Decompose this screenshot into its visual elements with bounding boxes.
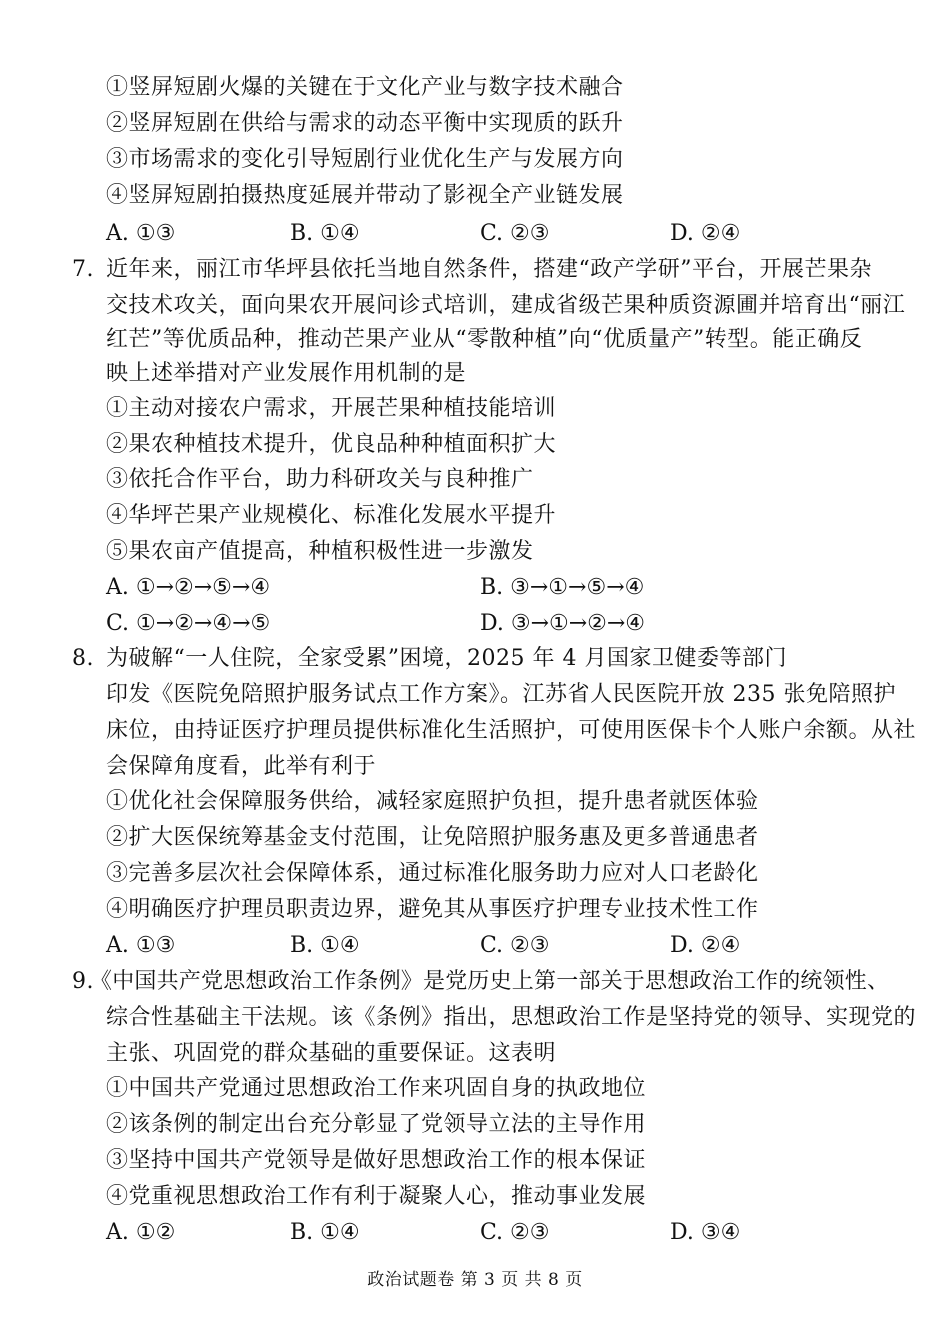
q7-option-a: A. ①→②→⑤→④ xyxy=(106,575,271,600)
q7-stem-line-3: 红芒”等优质品种，推动芒果产业从“零散种植”向“优质量产”转型。能正确反 xyxy=(106,327,863,352)
q9-stem-line-3: 主张、巩固党的群众基础的重要保证。这表明 xyxy=(106,1041,557,1066)
q8-statement-3: ③完善多层次社会保障体系，通过标准化服务助力应对人口老龄化 xyxy=(106,861,759,886)
q9-option-b: B. ①④ xyxy=(290,1220,360,1245)
q7-statement-3: ③依托合作平台，助力科研攻关与良种推广 xyxy=(106,467,534,492)
q9-statement-3: ③坚持中国共产党领导是做好思想政治工作的根本保证 xyxy=(106,1148,647,1173)
q7-statement-4: ④华坪芒果产业规模化、标准化发展水平提升 xyxy=(106,503,557,528)
q9-number: 9. xyxy=(72,969,94,994)
q6-statement-3: ③市场需求的变化引导短剧行业优化生产与发展方向 xyxy=(106,147,624,172)
q9-statement-2: ②该条例的制定出台充分彰显了党领导立法的主导作用 xyxy=(106,1112,647,1137)
q7-statement-5: ⑤果农亩产值提高，种植积极性进一步激发 xyxy=(106,539,534,564)
q6-option-c: C. ②③ xyxy=(480,221,550,246)
q9-option-c: C. ②③ xyxy=(480,1220,550,1245)
q7-statement-1: ①主动对接农户需求，开展芒果种植技能培训 xyxy=(106,396,557,421)
q6-option-b: B. ①④ xyxy=(290,221,360,246)
q9-option-a: A. ①② xyxy=(106,1220,176,1245)
q7-number: 7. xyxy=(72,257,94,282)
q8-statement-1: ①优化社会保障服务供给，减轻家庭照护负担，提升患者就医体验 xyxy=(106,789,759,814)
q7-stem-line-2: 交技术攻关，面向果农开展问诊式培训，建成省级芒果种质资源圃并培育出“丽江 xyxy=(106,293,906,318)
q9-option-d: D. ③④ xyxy=(670,1220,741,1245)
page-footer: 政治试题卷 第 3 页 共 8 页 xyxy=(367,1270,583,1290)
q6-option-a: A. ①③ xyxy=(106,221,176,246)
q8-number: 8. xyxy=(72,646,94,671)
q7-stem-line-4: 映上述举措对产业发展作用机制的是 xyxy=(106,361,467,386)
q9-stem-line-1: 《中国共产党思想政治工作条例》是党历史上第一部关于思想政治工作的统领性、 xyxy=(90,969,890,994)
q7-statement-2: ②果农种植技术提升，优良品种种植面积扩大 xyxy=(106,432,557,457)
q8-option-a: A. ①③ xyxy=(106,933,176,958)
q8-stem-line-4: 会保障角度看，此举有利于 xyxy=(106,754,377,779)
q6-option-d: D. ②④ xyxy=(670,221,741,246)
q8-stem-line-3: 床位，由持证医疗护理员提供标准化生活照护，可使用医保卡个人账户余额。从社 xyxy=(106,718,917,743)
q8-option-c: C. ②③ xyxy=(480,933,550,958)
q8-stem-line-1: 为破解“一人住院，全家受累”困境，2025 年 4 月国家卫健委等部门 xyxy=(106,646,787,671)
q7-stem-line-1: 近年来，丽江市华坪县依托当地自然条件，搭建“政产学研”平台，开展芒果杂 xyxy=(106,257,872,282)
q8-option-b: B. ①④ xyxy=(290,933,360,958)
q8-statement-2: ②扩大医保统筹基金支付范围，让免陪照护服务惠及更多普通患者 xyxy=(106,825,759,850)
q8-stem-line-2: 印发《医院免陪照护服务试点工作方案》。江苏省人民医院开放 235 张免陪照护 xyxy=(106,682,896,707)
q7-option-c: C. ①→②→④→⑤ xyxy=(106,611,271,636)
q6-statement-1: ①竖屏短剧火爆的关键在于文化产业与数字技术融合 xyxy=(106,75,624,100)
q7-option-d: D. ③→①→②→④ xyxy=(480,611,646,636)
q6-statement-4: ④竖屏短剧拍摄热度延展并带动了影视全产业链发展 xyxy=(106,183,624,208)
q7-option-b: B. ③→①→⑤→④ xyxy=(480,575,645,600)
q8-statement-4: ④明确医疗护理员职责边界，避免其从事医疗护理专业技术性工作 xyxy=(106,897,759,922)
q9-statement-4: ④党重视思想政治工作有利于凝聚人心，推动事业发展 xyxy=(106,1184,647,1209)
q9-statement-1: ①中国共产党通过思想政治工作来巩固自身的执政地位 xyxy=(106,1076,647,1101)
q9-stem-line-2: 综合性基础主干法规。该《条例》指出，思想政治工作是坚持党的领导、实现党的 xyxy=(106,1005,917,1030)
q8-option-d: D. ②④ xyxy=(670,933,741,958)
q6-statement-2: ②竖屏短剧在供给与需求的动态平衡中实现质的跃升 xyxy=(106,111,624,136)
